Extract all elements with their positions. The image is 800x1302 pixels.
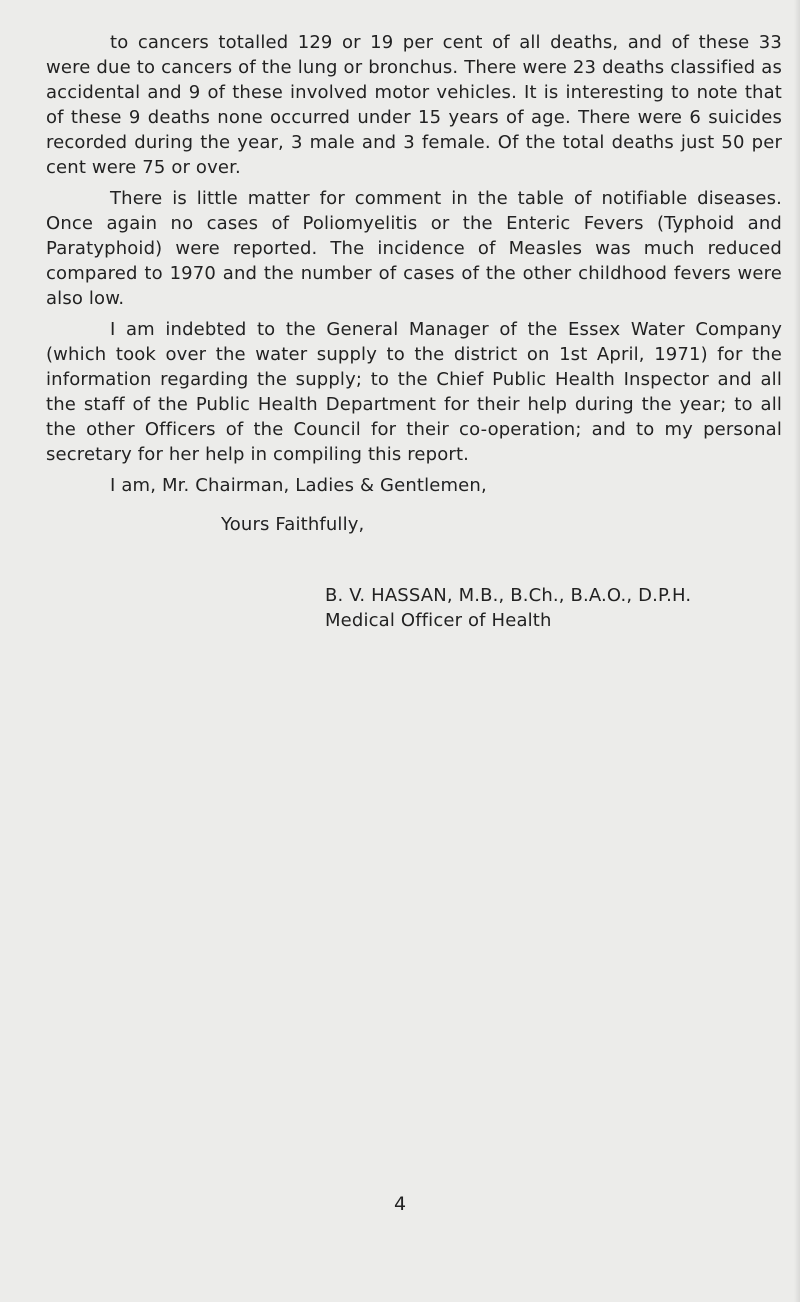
signature-block — [325, 583, 691, 633]
signature-title: Medical Officer of Health — [325, 610, 552, 631]
paragraph-acknowledgements: I am indebted to the General Manager of the Essex Water Company (which took over the water supply to the district on 1st April, 1971) for the information regarding the supply; to the Chief Public Health Inspector and all the staff of the Public Health Department for their help during the year; to all the other Officers of the Council for their co-operation; and to my personal secretary for her help in compiling this report. — [46, 319, 782, 465]
paragraph-notifiable-diseases: There is little matter for comment in the table of notifiable diseases. Once again no cases of Poliomyelitis or the Enteric Fevers (Typhoid and Paratyphoid) were reported. The incidence of Measles was much reduced compared to 1970 and the number of cases of the other childhood fevers were also low. — [46, 188, 782, 309]
report-body — [46, 30, 782, 537]
page-edge-shadow — [794, 0, 800, 1302]
paragraph-mortality: to cancers totalled 129 or 19 per cent of all deaths, and of these 33 were due to cancers of the lung or bronchus. There were 23 deaths classified as accidental and 9 of these involved motor vehicles. It is interesting to note that of these 9 deaths none occurred under 15 years of age. There were 6 suicides recorded during the year, 3 male and 3 female. Of the total deaths just 50 per cent were 75 or over. — [46, 32, 782, 178]
page-number: 4 — [393, 1193, 407, 1215]
closing-salutation: I am, Mr. Chairman, Ladies & Gentlemen, — [110, 475, 487, 496]
signature-name: B. V. HASSAN, M.B., B.Ch., B.A.O., D.P.H. — [325, 585, 692, 606]
signoff: Yours Faithfully, — [221, 514, 365, 535]
